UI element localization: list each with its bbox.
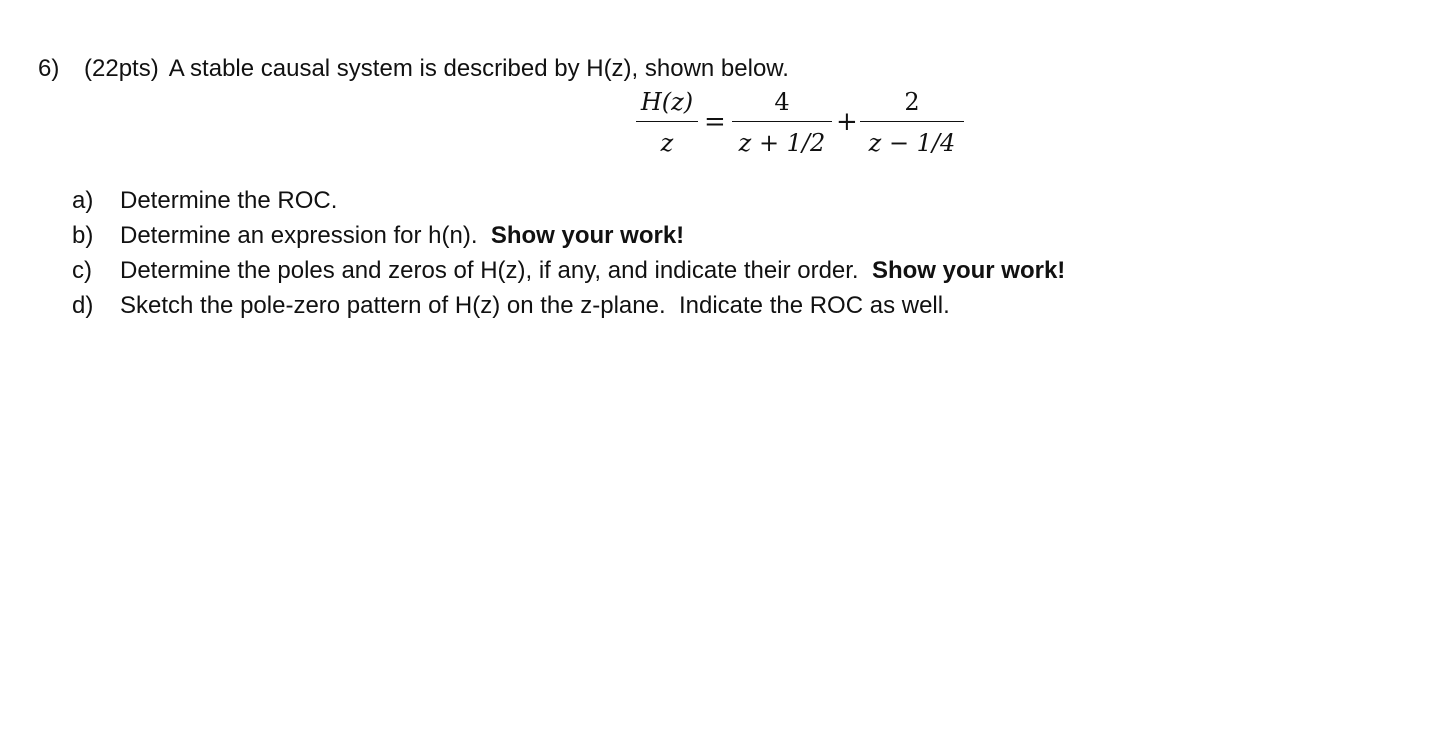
sub-question-a — [72, 183, 1065, 218]
term1-numerator: 4 — [774, 88, 790, 116]
sub-question-label: c) — [72, 257, 92, 284]
sub-question-emphasis: Show your work! — [490, 222, 685, 249]
problem-stem — [38, 53, 1398, 85]
lhs-denominator: z — [660, 129, 674, 157]
sub-question-text: Determine the ROC. — [120, 187, 338, 214]
equals-sign: = — [704, 107, 726, 137]
term2-numerator: 2 — [904, 88, 920, 116]
sub-question-text: Determine an expression for h(n). — [120, 222, 491, 249]
fraction-bar — [732, 121, 832, 122]
term1-fraction — [732, 86, 832, 159]
problem-number: 6) — [38, 55, 60, 82]
fraction-bar — [636, 121, 698, 122]
sub-question-list — [72, 183, 1065, 323]
problem-statement: A stable causal system is described by H(z), shown below. — [168, 55, 789, 82]
sub-question-emphasis: Show your work! — [871, 257, 1066, 284]
sub-question-label: d) — [72, 292, 94, 319]
problem-6 — [38, 53, 1398, 319]
lhs-fraction — [636, 86, 698, 159]
sub-question-text: Determine the poles and zeros of H(z), if any, and indicate their order. — [120, 257, 872, 284]
term2-fraction — [860, 86, 964, 159]
plus-sign: + — [836, 107, 858, 137]
sub-question-d — [72, 288, 1065, 323]
sub-question-c — [72, 253, 1065, 288]
term2-denominator: z − 1/4 — [868, 129, 956, 157]
sub-question-label: b) — [72, 222, 94, 249]
problem-points: (22pts) — [84, 55, 159, 82]
sub-question-text: Sketch the pole-zero pattern of H(z) on the z-plane. Indicate the ROC as well. — [120, 292, 950, 319]
sub-question-b — [72, 218, 1065, 253]
term1-denominator: z + 1/2 — [738, 129, 826, 157]
fraction-bar — [860, 121, 964, 122]
lhs-numerator: H(z) — [640, 88, 694, 116]
sub-question-label: a) — [72, 187, 94, 214]
